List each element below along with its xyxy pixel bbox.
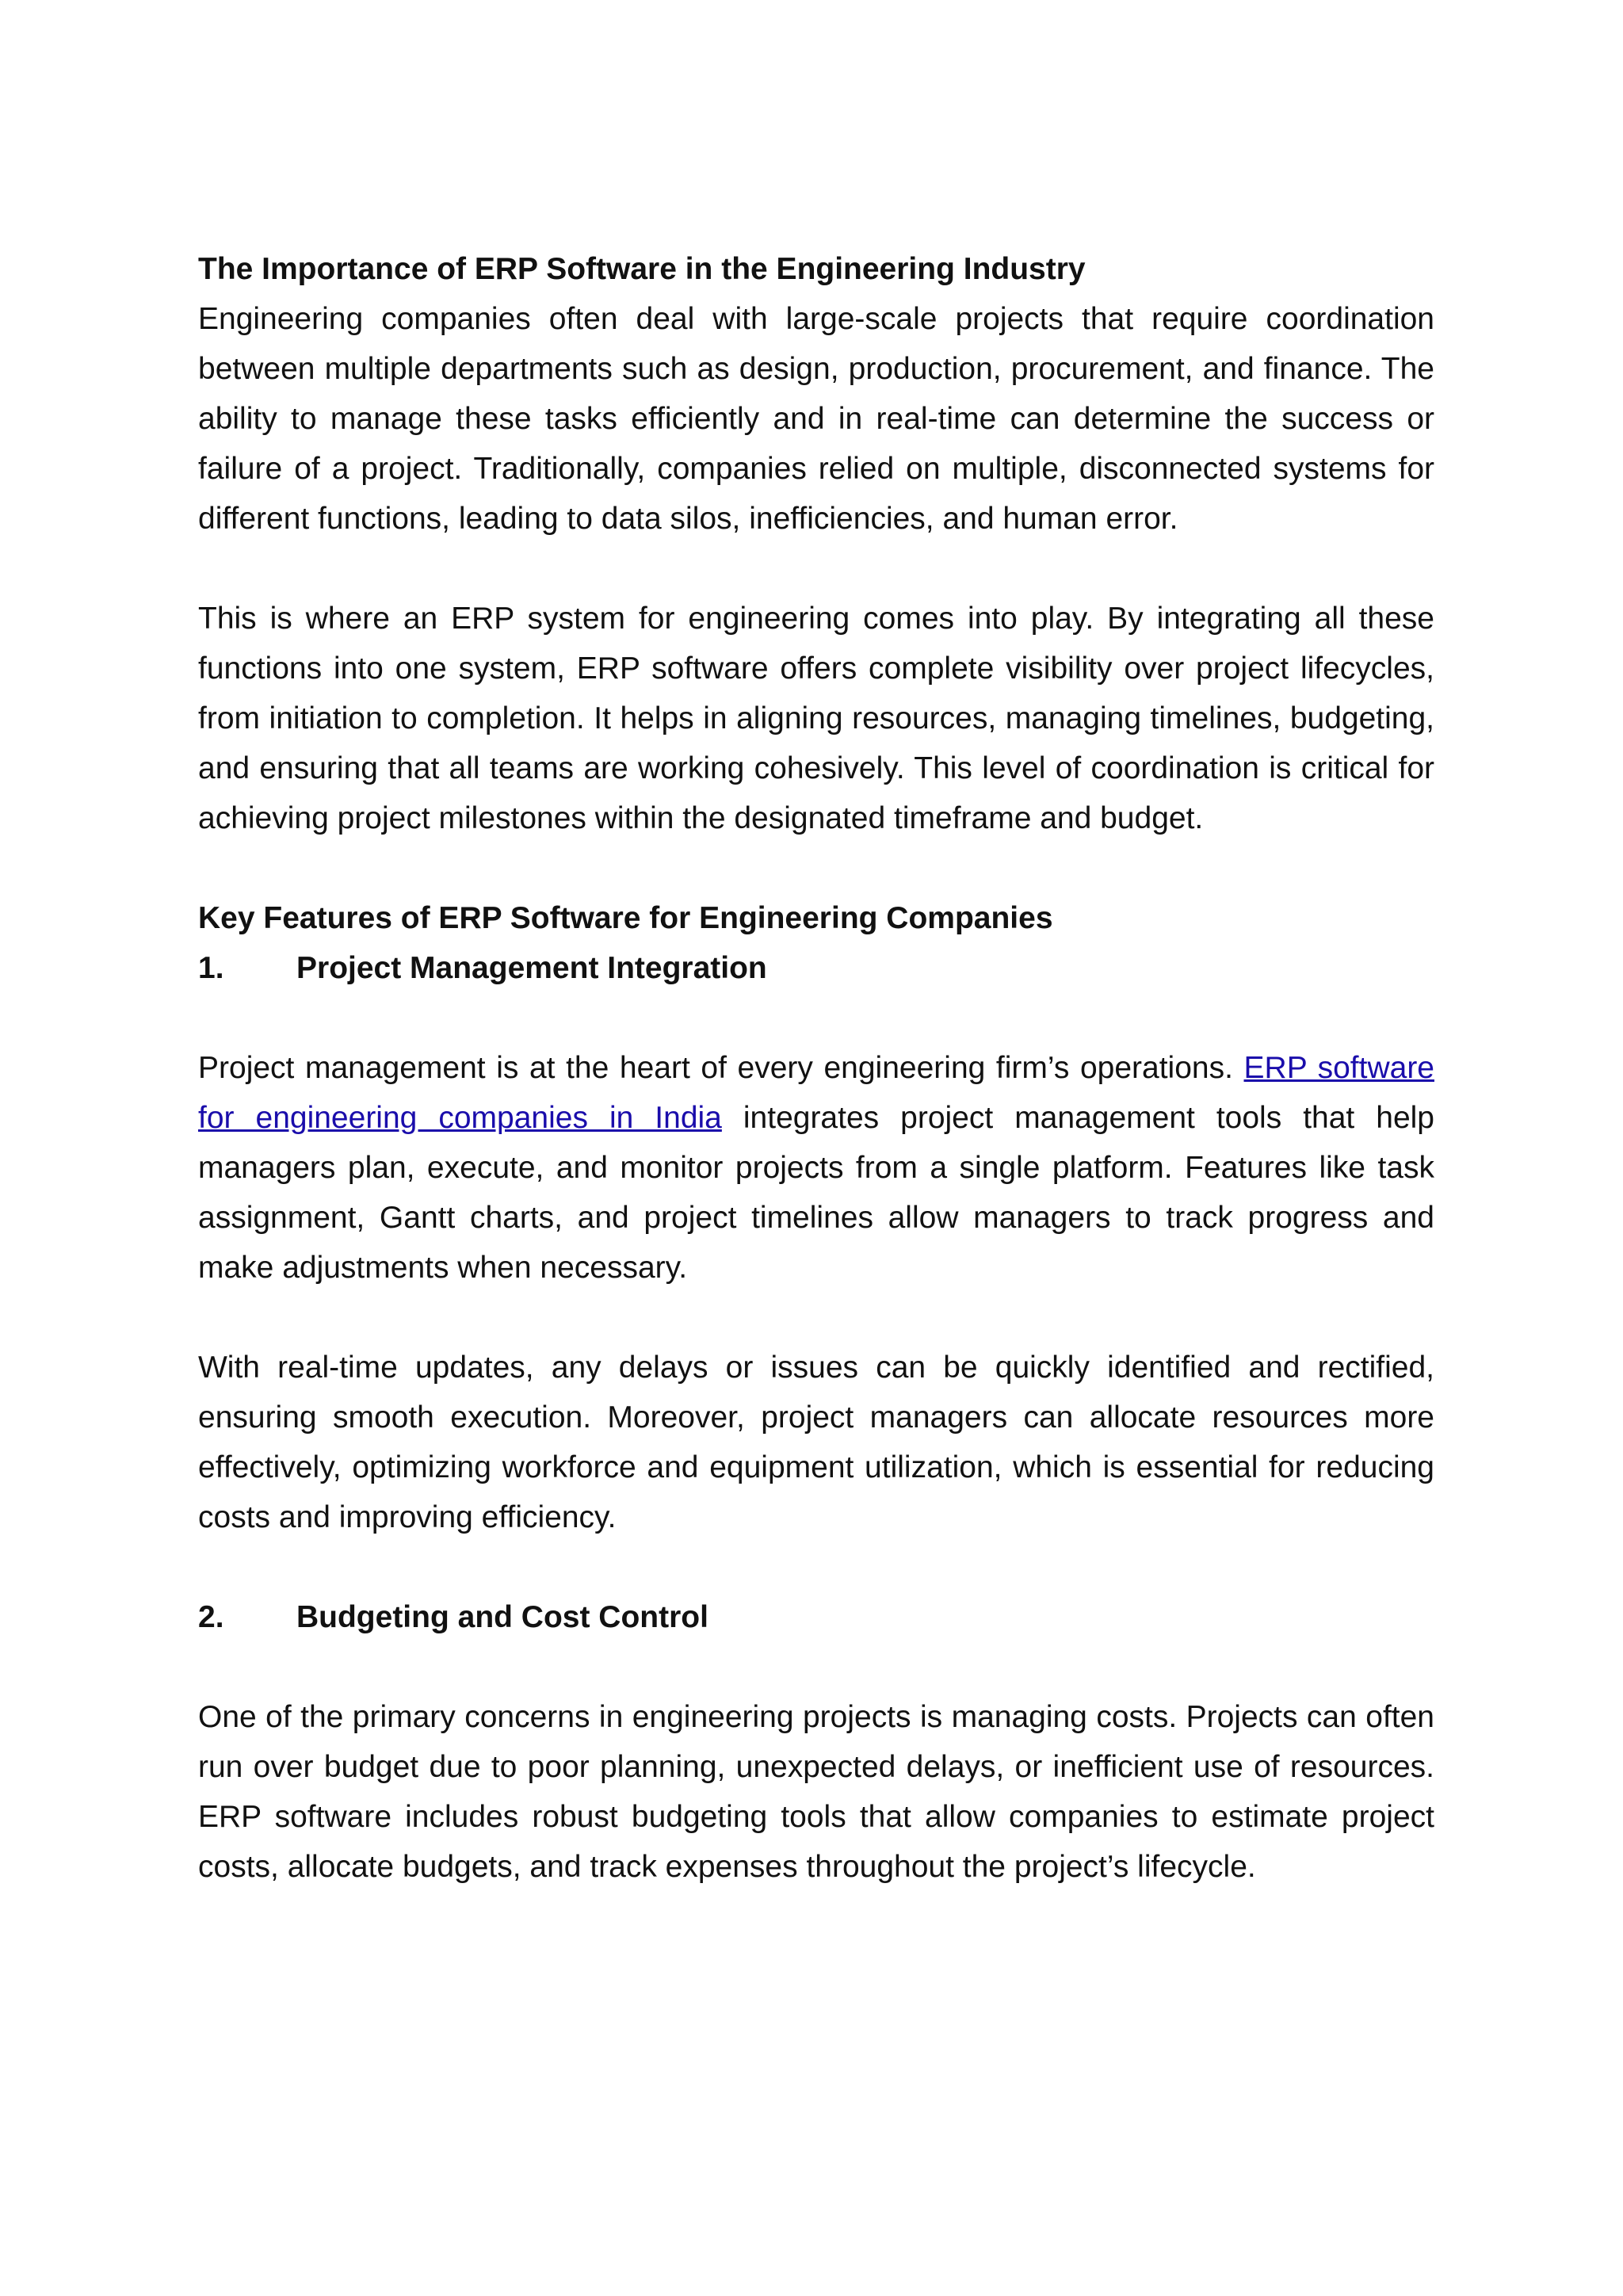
paragraph-erp-system: This is where an ERP system for engineering comes into play. By integrating all these functions into one system, ERP software offers complete visibility over project lifecycles, from initiation to completion. It helps in aligning resources, managing timelines, budgeting, and ensuring that all teams are working cohesively. This level of coordination is critical for achieving project milestones within the designated timeframe and budget. xyxy=(198,602,1434,835)
paragraph-real-time-updates: With real-time updates, any delays or issues can be quickly identified and rectified, ensuring smooth execution. Moreover, project managers can allocate resources more effectively, optimizing workforce and equipment utilization, which is essential for reducing costs and improving efficiency. xyxy=(198,1350,1434,1534)
paragraph-budgeting: One of the primary concerns in engineering projects is managing costs. Projects can often run over budget due to poor planning, unexpected delays, or inefficient use of resources. ERP software includes robust budgeting tools that allow companies to estimate project costs, allocate budgets, and track expenses throughout the project’s lifecycle. xyxy=(198,1700,1434,1884)
paragraph-project-management xyxy=(198,1043,1434,1293)
section-heading-importance: The Importance of ERP Software in the Engineering Industry xyxy=(198,252,1086,286)
list-heading-budgeting xyxy=(198,1592,1434,1642)
paragraph-text: integrates project management tools that help managers plan, execute, and monitor projects from a single platform. Features like task assignment, Gantt charts, and project timelines allow managers to track progress and make adjustments when necessary. xyxy=(198,1101,1434,1285)
list-title: Budgeting and Cost Control xyxy=(296,1600,708,1634)
paragraph-engineering-companies: Engineering companies often deal with large-scale projects that require coordination between multiple departments such as design, production, procurement, and finance. The ability to manage these tasks efficiently and in real-time can determine the success or failure of a project. Traditionally, companies relied on multiple, disconnected systems for different functions, leading to data silos, inefficiencies, and human error. xyxy=(198,302,1434,536)
spacer xyxy=(198,544,1434,594)
paragraph-text: Project management is at the heart of every engineering firm’s operations. xyxy=(198,1051,1244,1085)
section-heading-key-features: Key Features of ERP Software for Engineering Companies xyxy=(198,901,1053,935)
spacer xyxy=(198,1293,1434,1343)
erp-software-link[interactable]: ERP software for engineering companies in India xyxy=(198,1051,1434,1135)
spacer xyxy=(198,1542,1434,1592)
spacer xyxy=(198,843,1434,893)
list-number: 1. xyxy=(198,951,224,985)
spacer xyxy=(198,993,1434,1043)
spacer xyxy=(198,1642,1434,1692)
document-body xyxy=(198,244,1434,1892)
list-heading-project-management xyxy=(198,943,1434,993)
list-title: Project Management Integration xyxy=(296,951,767,985)
list-number: 2. xyxy=(198,1600,224,1634)
